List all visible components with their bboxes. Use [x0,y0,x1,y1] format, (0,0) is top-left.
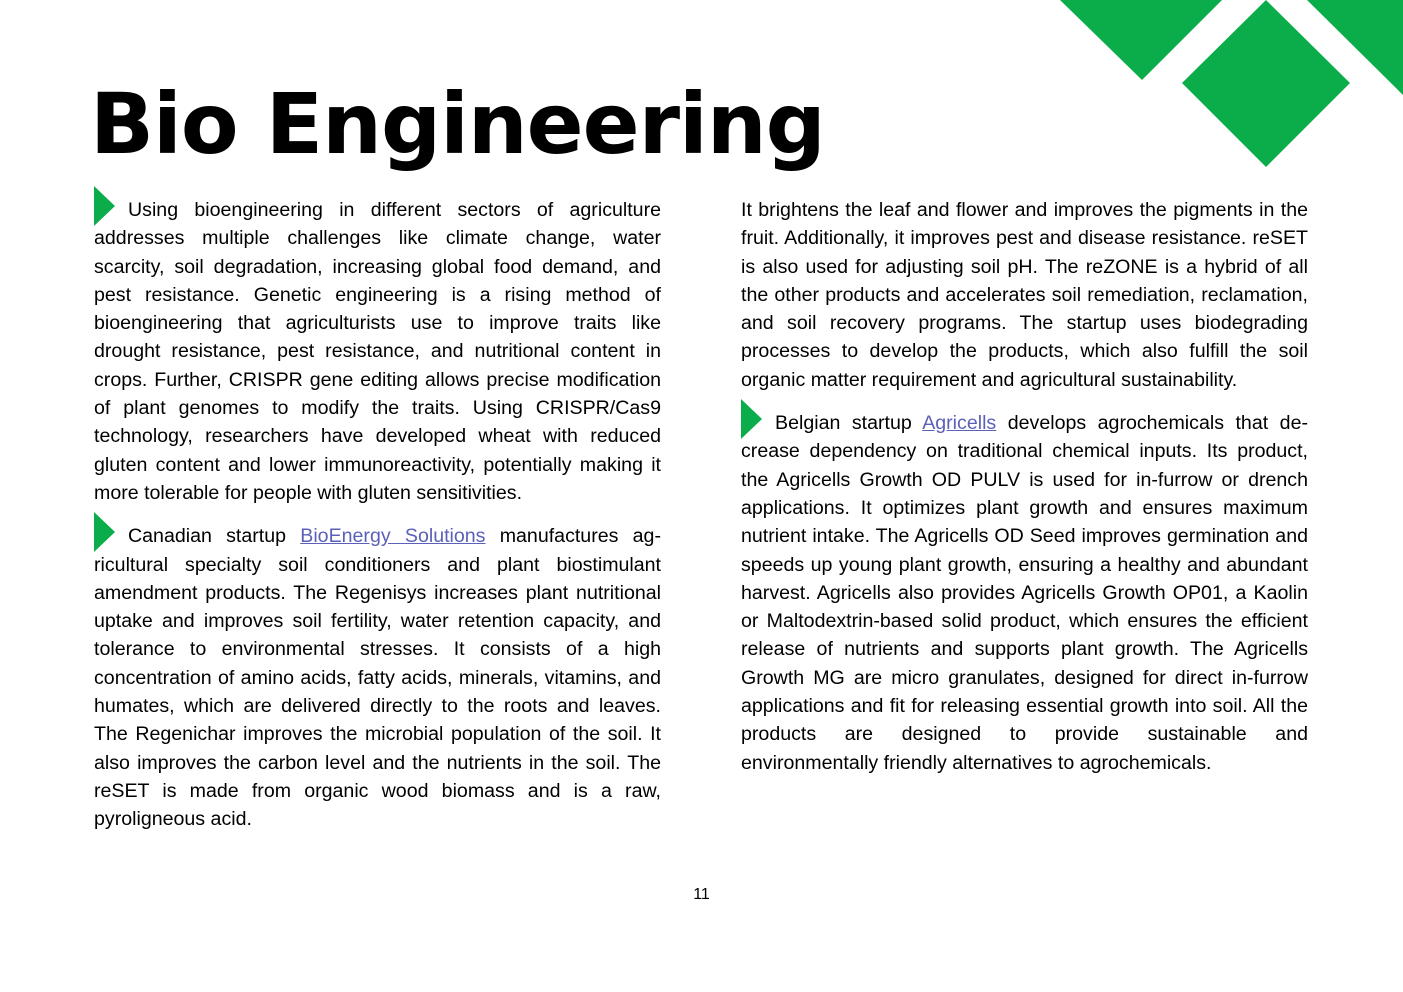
right-paragraph-2-text: develops agrochemicals that decrease dependency on traditional chemical inputs. Its product, the Agricells Growth OD PULV is used for in-furrow or drench applications. It optimizes plant growth and ensures maximum nutrient intake. The Agricells OD Seed improves germination and speeds up young plant growth, ensuring a healthy and abundant harvest. Agricells also provides Agricells Growth OP01, a Kaolin or Maltodextrin-based solid product, which ensures the efficient release of nutrients and supports plant growth. The Agricells Growth MG are micro granulates, designed for direct in-furrow applications and fit for releasing essential growth into soil. All the products are designed to provide sustainable and environmentally friendly alternatives to agrochemicals. [741,412,1308,774]
left-paragraph-2-intro: Canadian startup [128,525,301,548]
left-paragraph-1-text: Using bioengineering in different sectors of agriculture addresses multiple challenges like climate change, water scarcity, soil degradation, increasing global food demand, and pest resistance. Genetic engineering is a rising method of bioengineering that agriculturists use to improve traits like drought resistance, pest resistance, and nutritional content in crops. Further, CRISPR gene editing allows precise modification of plant genomes to modify the traits. Using CRISPR/Cas9 technology, researchers have developed wheat with reduced gluten content and lower immunoreactivity, potentially making it more tolerable for people with gluten sensitivities. [94,199,661,504]
right-column [741,196,1308,792]
agricells-link[interactable]: Agricells [922,412,997,435]
left-paragraph-1 [94,196,661,507]
page-title: Bio Engineering [90,75,825,173]
triangle-bullet-icon [741,399,762,439]
right-paragraph-1 [741,196,1308,394]
bioenergy-solutions-link[interactable]: BioEnergy Solutions [300,525,486,548]
right-paragraph-2 [741,409,1308,777]
left-paragraph-2 [94,522,661,833]
right-paragraph-1-text: It brightens the leaf and flower and improves the pigments in the fruit. Additionally, it improves pest and disease resistance. reSET is also used for adjusting soil pH. The reZONE is a hybrid of all the other products and accelerates soil remediation, reclamation, and soil recovery programs. The startup uses biodegrading processes to develop the products, which also fulfill the soil organic matter requirement and agricultural sustainability. [741,199,1308,391]
diamond-shape-center [1182,0,1350,167]
left-paragraph-2-text: manufactures agricultural specialty soil conditioners and plant biostimulant amendment products. The Regenisys increases plant nutritional uptake and improves soil fertility, water retention capacity, and tolerance to environmental stresses. It consists of a high concentration of amino acids, fatty acids, minerals, vitamins, and humates, which are delivered directly to the roots and leaves. The Regenichar improves the microbial population of the soil. It also improves the carbon level and the nutrients in the soil. The reSET is made from organic wood biomass and is a raw, pyroligneous acid. [94,525,661,831]
right-paragraph-2-intro: Belgian startup [775,412,923,435]
left-column [94,196,661,849]
triangle-bullet-icon [94,512,115,552]
triangle-bullet-icon [94,186,115,226]
page-number: 11 [693,886,710,903]
